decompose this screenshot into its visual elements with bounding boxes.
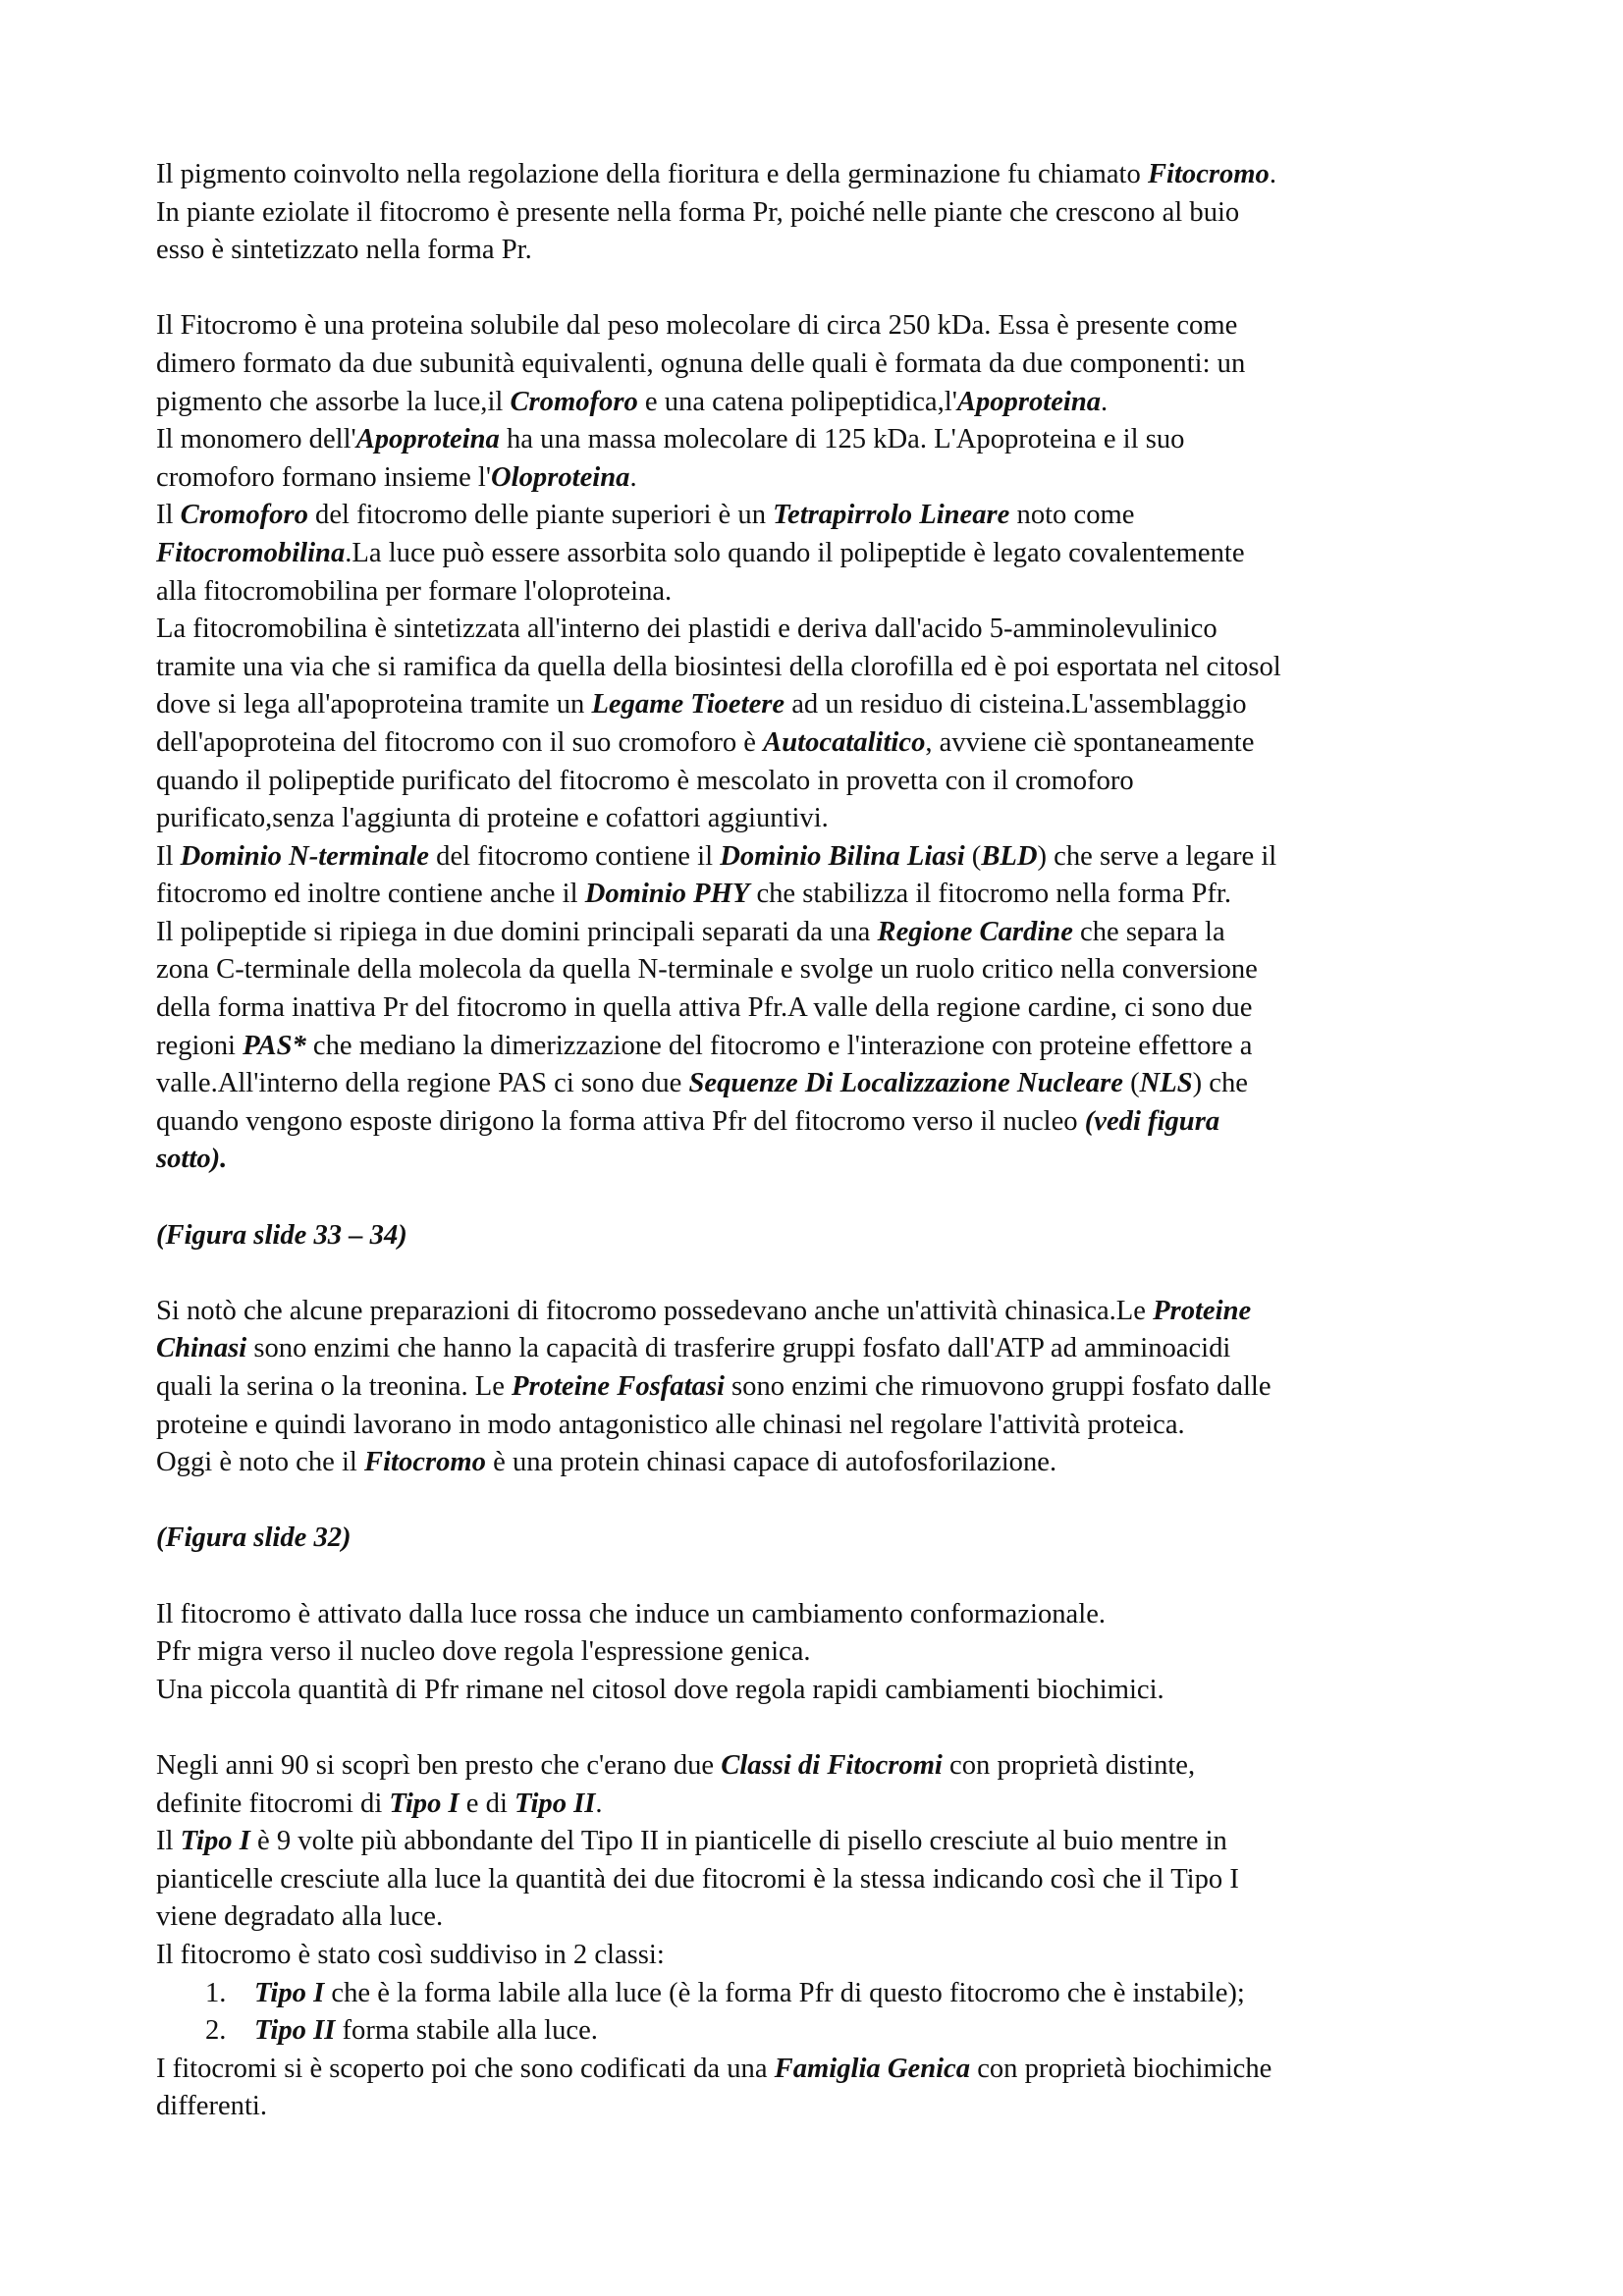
text-run: dove si lega all'apoproteina tramite un [156, 689, 592, 721]
text-line [156, 156, 1491, 194]
text-line [156, 1065, 1491, 1103]
text-run: In piante eziolate il fitocromo è presente nella forma Pr, poiché nelle piante che crescono al buio [156, 196, 1240, 228]
emphasized-term: Proteine [1153, 1295, 1252, 1326]
emphasized-term: Apoproteina [355, 424, 500, 455]
text-line [156, 421, 1491, 459]
paragraph-gap [156, 1709, 1491, 1747]
emphasized-term: Famiglia Genica [774, 2053, 971, 2084]
text-run: dimero formato da due subunità equivalenti, ognuna delle quali è formata da due componenti: un [156, 347, 1246, 379]
text-line [156, 1141, 1491, 1179]
text-line [156, 1293, 1491, 1331]
text-run: . [1101, 386, 1109, 417]
paragraph-gap [156, 270, 1491, 308]
text-line [156, 611, 1491, 649]
emphasized-term: (Figura slide 32) [156, 1522, 352, 1554]
emphasized-term: Regione Cardine [877, 916, 1073, 947]
emphasized-term: sotto). [156, 1144, 228, 1175]
text-run: quali la serina o la treonina. Le [156, 1371, 513, 1402]
text-run: viene degradato alla luce. [156, 1901, 444, 1933]
text-line [156, 989, 1491, 1028]
text-line [156, 497, 1491, 535]
list-item [156, 2012, 1491, 2051]
text-run: ad un residuo di cisteina.L'assemblaggio [784, 689, 1247, 721]
emphasized-term: Chinasi [156, 1333, 247, 1364]
text-run: con proprietà distinte, [942, 1749, 1196, 1781]
text-run: che mediano la dimerizzazione del fitocromo e l'interazione con proteine effettore a [305, 1030, 1253, 1061]
emphasized-term: PAS* [243, 1030, 306, 1061]
text-run: valle.All'interno della regione PAS ci sono due [156, 1068, 689, 1099]
text-run: Il monomero dell' [156, 424, 356, 455]
text-run: regioni [156, 1030, 243, 1061]
emphasized-term: NLS [1139, 1068, 1193, 1099]
text-line [156, 1217, 1491, 1255]
text-line [156, 686, 1491, 724]
paragraph [156, 1217, 1491, 1255]
text-run: noto come [1009, 500, 1135, 531]
document-body [156, 156, 1491, 2126]
emphasized-term: (vedi figura [1084, 1105, 1220, 1137]
text-line [156, 1028, 1491, 1066]
paragraph [156, 1596, 1491, 1710]
text-line [156, 1937, 1491, 1975]
paragraph [156, 1520, 1491, 1558]
text-run: quando il polipeptide purificato del fitocromo è mescolato in provetta con il cromoforo [156, 765, 1134, 796]
text-run: e una catena polipeptidica,l' [637, 386, 957, 417]
text-run: ( [964, 840, 982, 872]
text-line [156, 535, 1491, 573]
text-run: definite fitocromi di [156, 1788, 390, 1819]
text-run: è 9 volte più abbondante del Tipo II in pianticelle di pisello cresciute al buio mentre in [249, 1826, 1227, 1857]
emphasized-term: Dominio PHY [584, 879, 750, 910]
text-line [156, 384, 1491, 422]
list-item [156, 1975, 1491, 2013]
text-run: alla fitocromobilina per formare l'oloproteina. [156, 575, 673, 607]
text-run: . [595, 1788, 603, 1819]
list-number: 2. [205, 2015, 227, 2047]
paragraph [156, 307, 1491, 1179]
text-line [156, 2051, 1491, 2089]
text-line [156, 951, 1491, 989]
emphasized-term: Tipo I [389, 1788, 460, 1819]
text-run: esso è sintetizzato nella forma Pr. [156, 235, 532, 266]
emphasized-term: Autocatalitico [763, 726, 926, 758]
text-run: Il [156, 1826, 181, 1857]
paragraph-gap [156, 1558, 1491, 1596]
text-run: del fitocromo delle piante superiori è un [307, 500, 774, 531]
text-line [156, 1596, 1491, 1634]
text-line [156, 1786, 1491, 1824]
text-run: con proprietà biochimiche [970, 2053, 1272, 2084]
text-line [156, 459, 1491, 498]
text-run: è una protein chinasi capace di autofosforilazione. [485, 1447, 1057, 1478]
text-run: Il [156, 500, 181, 531]
emphasized-term: Sequenze Di Localizzazione Nucleare [688, 1068, 1123, 1099]
text-run: pianticelle cresciute alla luce la quantità dei due fitocromi è la stessa indicando così che il Tipo I [156, 1863, 1239, 1895]
text-line [156, 194, 1491, 233]
text-run: dell'apoproteina del fitocromo con il suo cromoforo è [156, 726, 764, 758]
text-run: proteine e quindi lavorano in modo antagonistico alle chinasi nel regolare l'attività proteica. [156, 1409, 1185, 1440]
text-line [156, 800, 1491, 838]
emphasized-term: Apoproteina [956, 386, 1102, 417]
emphasized-term: Legame Tioetere [591, 689, 785, 721]
text-line [156, 1330, 1491, 1368]
text-line [156, 838, 1491, 877]
emphasized-term: Classi di Fitocromi [721, 1749, 943, 1781]
text-line [156, 2088, 1491, 2126]
text-line [156, 876, 1491, 914]
emphasized-term: Cromoforo [510, 386, 638, 417]
emphasized-term: Fitocromo [364, 1447, 486, 1478]
emphasized-term: Tipo II [254, 2015, 336, 2047]
text-line [156, 1103, 1491, 1142]
text-run: . [1269, 159, 1277, 189]
text-run: Si notò che alcune preparazioni di fitocromo possedevano anche un'attività chinasica.Le [156, 1295, 1154, 1326]
emphasized-term: Fitocromo [1147, 159, 1270, 189]
emphasized-term: Dominio N-terminale [180, 840, 430, 872]
text-line [156, 307, 1491, 346]
paragraph [156, 1747, 1491, 2126]
text-run: Il Fitocromo è una proteina solubile dal peso molecolare di circa 250 kDa. Essa è presente come [156, 310, 1238, 342]
text-line [156, 573, 1491, 612]
text-run: e di [459, 1788, 515, 1819]
emphasized-term: BLD [981, 840, 1038, 872]
text-run: sono enzimi che rimuovono gruppi fosfato dalle [724, 1371, 1271, 1402]
text-line [156, 1672, 1491, 1710]
text-run: ha una massa molecolare di 125 kDa. L'Apoproteina e il suo [499, 424, 1185, 455]
text-run: I fitocromi si è scoperto poi che sono codificati da una [156, 2053, 775, 2084]
text-line [156, 1898, 1491, 1937]
text-line [156, 1633, 1491, 1672]
text-run: che separa la [1072, 916, 1225, 947]
text-run: ) che serve a legare il [1037, 840, 1277, 872]
paragraph [156, 1293, 1491, 1482]
text-run: sono enzimi che hanno la capacità di trasferire gruppi fosfato dall'ATP ad amminoacidi [246, 1333, 1231, 1364]
text-line [156, 914, 1491, 952]
text-line [156, 1520, 1491, 1558]
paragraph-gap [156, 1179, 1491, 1217]
text-line [156, 1407, 1491, 1445]
text-run: ( [1122, 1068, 1140, 1099]
text-run: , avviene ciè spontaneamente [925, 726, 1255, 758]
text-line [156, 1823, 1491, 1861]
text-line [156, 346, 1491, 384]
text-run: . [629, 461, 637, 493]
text-line [156, 1368, 1491, 1407]
paragraph [156, 156, 1491, 270]
text-run: Il pigmento coinvolto nella regolazione della fioritura e della germinazione fu chiamato [156, 159, 1148, 189]
text-run: Il fitocromo è stato così suddiviso in 2 classi: [156, 1939, 665, 1970]
paragraph-gap [156, 1255, 1491, 1293]
emphasized-term: Cromoforo [180, 500, 308, 531]
emphasized-term: Dominio Bilina Liasi [720, 840, 965, 872]
emphasized-term: Tipo I [180, 1826, 250, 1857]
emphasized-term: Tetrapirrolo Lineare [773, 500, 1010, 531]
text-line [156, 1444, 1491, 1482]
paragraph-gap [156, 1482, 1491, 1521]
list-number: 1. [205, 1977, 227, 2008]
text-run: cromoforo formano insieme l' [156, 461, 492, 493]
text-run: fitocromo ed inoltre contiene anche il [156, 879, 585, 910]
text-run: differenti. [156, 2091, 268, 2122]
text-line [156, 1747, 1491, 1786]
text-run: forma stabile alla luce. [335, 2015, 598, 2047]
emphasized-term: Fitocromobilina [156, 537, 346, 568]
text-run: tramite una via che si ramifica da quella della biosintesi della clorofilla ed è poi esportata nel citosol [156, 651, 1281, 682]
text-run: della forma inattiva Pr del fitocromo in quella attiva Pfr.A valle della regione cardine, ci sono due [156, 992, 1253, 1024]
emphasized-term: (Figura slide 33 – 34) [156, 1219, 407, 1251]
text-run: Il [156, 840, 181, 872]
text-run: .La luce può essere assorbita solo quando il polipeptide è legato covalentemente [345, 537, 1245, 568]
text-run: Il polipeptide si ripiega in due domini principali separati da una [156, 916, 878, 947]
emphasized-term: Oloproteina [491, 461, 630, 493]
text-run: Il fitocromo è attivato dalla luce rossa che induce un cambiamento conformazionale. [156, 1598, 1107, 1629]
text-run: Oggi è noto che il [156, 1447, 365, 1478]
text-line [156, 1861, 1491, 1899]
emphasized-term: Tipo II [514, 1788, 596, 1819]
text-run: La fitocromobilina è sintetizzata all'interno dei plastidi e deriva dall'acido 5-amminolevulinico [156, 614, 1217, 645]
text-line [156, 724, 1491, 763]
text-run: che è la forma labile alla luce (è la forma Pfr di questo fitocromo che è instabile); [324, 1977, 1245, 2008]
text-run: quando vengono esposte dirigono la forma attiva Pfr del fitocromo verso il nucleo [156, 1105, 1085, 1137]
emphasized-term: Proteine Fosfatasi [512, 1371, 725, 1402]
text-run: ) che [1192, 1068, 1248, 1099]
text-run: pigmento che assorbe la luce,il [156, 386, 511, 417]
text-run: purificato,senza l'aggiunta di proteine e cofattori aggiuntivi. [156, 803, 829, 834]
text-run: zona C-terminale della molecola da quella N-terminale e svolge un ruolo critico nella conversione [156, 954, 1258, 986]
text-run: Negli anni 90 si scoprì ben presto che c'erano due [156, 1749, 722, 1781]
text-run: che stabilizza il fitocromo nella forma Pfr. [749, 879, 1231, 910]
text-run: Pfr migra verso il nucleo dove regola l'espressione genica. [156, 1636, 811, 1668]
text-run: Una piccola quantità di Pfr rimane nel citosol dove regola rapidi cambiamenti biochimici. [156, 1674, 1164, 1705]
emphasized-term: Tipo I [254, 1977, 325, 2008]
text-run: del fitocromo contiene il [429, 840, 721, 872]
text-line [156, 763, 1491, 801]
text-line [156, 649, 1491, 687]
text-line [156, 232, 1491, 270]
